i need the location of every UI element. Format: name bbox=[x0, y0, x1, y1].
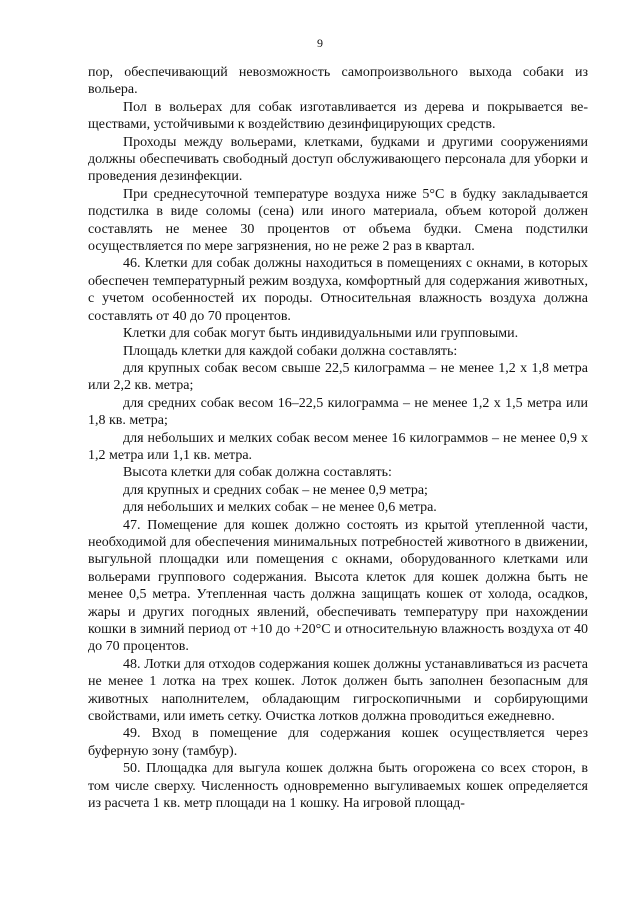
paragraph-9: для средних собак весом 16–22,5 килограмма – не менее 1,2 х 1,5 метра или 1,8 кв. метра; bbox=[88, 395, 588, 429]
paragraph-3: Проходы между вольерами, клетками, будками и другими сооружениями должны обеспечивать свободный доступ обслуживающего персонала для уборки и проведения дезинфекции. bbox=[88, 134, 588, 185]
paragraph-11: Высота клетки для собак должна составлять: bbox=[123, 465, 392, 481]
paragraph-14: 47. Помещение для кошек должно состоять из крытой утепленной части, необходимой для обеспечения минимальных потребностей животного в движении, выгульной площадки или помещения с окнами, оборудованного клетками или вольерами группового содержания. Высота клеток для кошек должна быть не менее 0,5 метра. Утепленная часть должна защищать кошек от холода, осадков, жары и других погодных явлений, обеспечивать температуру при нахождении кошки в зимний период от +10 до +20°С и относительную влажность воздуха от 40 до 70 процентов. bbox=[88, 517, 588, 655]
paragraph-6: Клетки для собак могут быть индивидуальными или групповыми. bbox=[123, 326, 519, 342]
paragraph-8: для крупных собак весом свыше 22,5 килограмма – не менее 1,2 х 1,8 метра или 2,2 кв. метра; bbox=[88, 360, 588, 394]
body-text bbox=[88, 64, 588, 812]
paragraph-1: пор, обеспечивающий невозможность самопроизвольного выхода собаки из вольера. bbox=[88, 65, 588, 98]
paragraph-15: 48. Лотки для отходов содержания кошек должны устанавливаться из расчета не менее 1 лотка на трех кошек. Лоток должен быть заполнен безопасным для животных наполнителем, обладающим гигроскопичными и сорбирующими свойствами, или иметь сетку. Очистка лотков должна проводиться ежедневно. bbox=[88, 656, 588, 725]
paragraph-2: Пол в вольерах для собак изготавливается из дерева и покрывается веществами, устойчивыми к воздействию дезинфицирующих средств. bbox=[88, 99, 588, 133]
paragraph-7: Площадь клетки для каждой собаки должна составлять: bbox=[123, 343, 458, 359]
paragraph-16: 49. Вход в помещение для содержания кошек осуществляется через буферную зону (тамбур). bbox=[88, 726, 588, 759]
paragraph-5: 46. Клетки для собак должны находиться в помещениях с окнами, в которых обеспечен температурный режим воздуха, комфортный для содержания животных, с учетом особенностей их породы. Относительная влажность воздуха должна составлять от 40 до 70 процентов. bbox=[88, 256, 588, 324]
paragraph-12: для крупных и средних собак – не менее 0,9 метра; bbox=[123, 482, 428, 498]
page-number: 9 bbox=[317, 36, 323, 50]
paragraph-10: для небольших и мелких собак весом менее 16 килограммов – не менее 0,9 х 1,2 метра или 1,1 кв. метра. bbox=[88, 430, 588, 463]
paragraph-13: для небольших и мелких собак – не менее 0,6 метра. bbox=[123, 500, 437, 516]
paragraph-17: 50. Площадка для выгула кошек должна быть огорожена со всех сторон, в том числе сверху. Численность одновременно выгуливаемых кошек определяется из расчета 1 кв. метр площади на 1 кошку. На игровой площад- bbox=[88, 761, 588, 812]
paragraph-4: При среднесуточной температуре воздуха ниже 5°С в будку закладывается подстилка в виде соломы (сена) или иного материала, объем которой должен составлять не менее 30 процентов от объема будки. Смена подстилки осуществляется по мере загрязнения, но не реже 2 раз в квартал. bbox=[88, 186, 588, 255]
